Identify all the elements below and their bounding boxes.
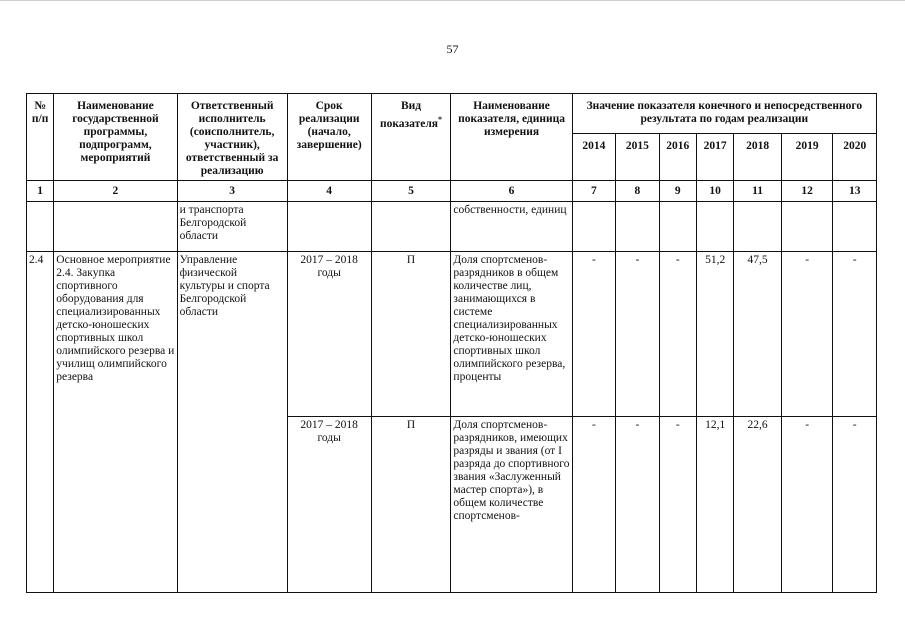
cell-empty <box>616 202 659 252</box>
column-number: 11 <box>734 181 781 202</box>
column-number: 3 <box>177 181 287 202</box>
measure-name: Основное мероприятие 2.4. Закупка спортивного оборудования для специализированных детско-юношеских спортивных школ олимпийского резерва и училищ олимпийского резерва <box>54 252 177 593</box>
value-2018: 47,5 <box>734 252 781 417</box>
cell-empty <box>54 202 177 252</box>
cell-empty <box>833 202 877 252</box>
year-header: 2015 <box>616 134 659 181</box>
year-header: 2014 <box>572 134 615 181</box>
header-number: № п/п <box>27 94 54 181</box>
value-2014: - <box>572 417 615 593</box>
column-number: 12 <box>781 181 833 202</box>
cell-empty <box>287 202 371 252</box>
continuation-row <box>27 202 877 252</box>
column-number: 13 <box>833 181 877 202</box>
header-period: Срок реализации (начало, завершение) <box>287 94 371 181</box>
indicators-table <box>26 93 877 593</box>
column-number: 5 <box>371 181 451 202</box>
cell-empty <box>371 202 451 252</box>
header-indicator-type <box>371 94 451 181</box>
table-row <box>27 252 877 417</box>
cell-empty <box>781 202 833 252</box>
value-2016: - <box>659 252 696 417</box>
cell-empty <box>696 202 733 252</box>
header-program-name: Наименование государственной программы, подпрограмм, мероприятий <box>54 94 177 181</box>
header-indicator-name: Наименование показателя, единица измерения <box>451 94 572 181</box>
value-2015: - <box>616 417 659 593</box>
year-header: 2016 <box>659 134 696 181</box>
column-number: 1 <box>27 181 54 202</box>
value-2014: - <box>572 252 615 417</box>
column-number: 10 <box>696 181 733 202</box>
header-years-title: Значение показателя конечного и непосредственного результата по годам реализации <box>572 94 876 134</box>
header-executor: Ответственный исполнитель (соисполнитель, участник), ответственный за реализацию <box>177 94 287 181</box>
column-number: 4 <box>287 181 371 202</box>
continuation-executor: и транспорта Белгородской области <box>177 202 287 252</box>
indicator-name: Доля спортсменов-разрядников, имеющих разряды и звания (от I разряда до спортивного звания «Заслуженный мастер спорта»), в общем количестве спортсменов- <box>451 417 572 593</box>
year-header: 2017 <box>696 134 733 181</box>
page-number: 57 <box>446 42 459 56</box>
value-2020: - <box>833 417 877 593</box>
cell-empty <box>734 202 781 252</box>
value-2020: - <box>833 252 877 417</box>
year-header: 2019 <box>781 134 833 181</box>
indicator-period: 2017 – 2018 годы <box>287 252 371 417</box>
column-number: 7 <box>572 181 615 202</box>
header-indicator-type-label: Вид показателя <box>379 100 439 130</box>
column-number-row <box>27 181 877 202</box>
continuation-indicator: собственности, единиц <box>451 202 572 252</box>
row-number: 2.4 <box>27 252 54 593</box>
footnote-mark: * <box>438 115 443 124</box>
value-2019: - <box>781 417 833 593</box>
column-number: 9 <box>659 181 696 202</box>
column-number: 6 <box>451 181 572 202</box>
value-2016: - <box>659 417 696 593</box>
indicator-period: 2017 – 2018 годы <box>287 417 371 593</box>
value-2015: - <box>616 252 659 417</box>
cell-empty <box>659 202 696 252</box>
value-2017: 51,2 <box>696 252 733 417</box>
value-2018: 22,6 <box>734 417 781 593</box>
value-2019: - <box>781 252 833 417</box>
cell-empty <box>27 202 54 252</box>
indicator-type: П <box>371 417 451 593</box>
scan-edge-line <box>0 0 905 1</box>
column-number: 8 <box>616 181 659 202</box>
measure-executor: Управление физической культуры и спорта Белгородской области <box>177 252 287 593</box>
year-header: 2020 <box>833 134 877 181</box>
value-2017: 12,1 <box>696 417 733 593</box>
indicator-name: Доля спортсменов-разрядников в общем количестве лиц, занимающихся в системе специализированных детско-юношеских спортивных школ олимпийского резерва, проценты <box>451 252 572 417</box>
cell-empty <box>572 202 615 252</box>
column-number: 2 <box>54 181 177 202</box>
year-header: 2018 <box>734 134 781 181</box>
header-row <box>27 94 877 134</box>
indicator-type: П <box>371 252 451 417</box>
